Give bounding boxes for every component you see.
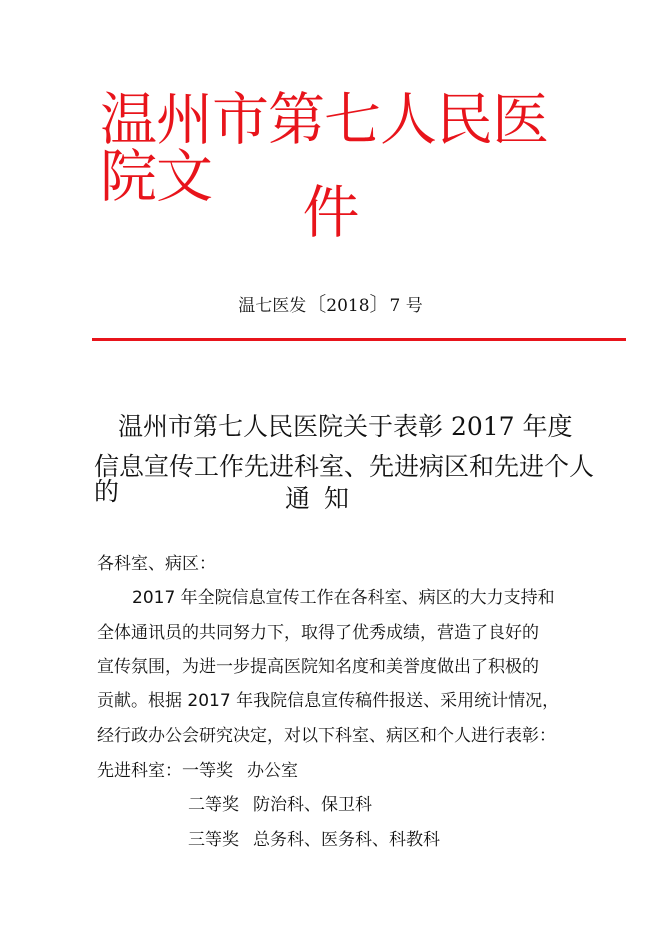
award-level: 一等奖: [182, 761, 233, 781]
letterhead-title-line2: 件: [302, 180, 359, 246]
award-winners: 办公室: [247, 761, 298, 781]
notice-title-line2: 信息宣传工作先进科室、先进病区和先进个人的: [94, 452, 595, 506]
award-row: [97, 763, 298, 780]
body-line: 宣传氛围，为进一步提高医院知名度和美誉度做出了积极的: [97, 657, 539, 677]
award-level: 三等奖: [188, 830, 239, 850]
notice-title-line1: 温州市第七人民医院关于表彰 2017 年度: [118, 412, 573, 441]
award-winners: 总务科、医务科、科教科: [253, 830, 440, 850]
letterhead-title-line1: 温州市第七人民医院文: [100, 87, 548, 210]
doc-number-open-bracket: 〔: [306, 292, 327, 316]
doc-number-value: 7: [389, 296, 401, 316]
doc-number-close-bracket: 〕: [369, 292, 390, 316]
body-line: 经行政办公会研究决定，对以下科室、病区和个人进行表彰：: [97, 726, 556, 746]
award-row: [188, 832, 440, 849]
red-divider-line: [92, 338, 626, 341]
doc-number-suffix: 号: [405, 296, 423, 316]
award-row: [188, 797, 372, 814]
doc-number-year: 2018: [326, 296, 370, 316]
doc-number-prefix: 温七医发: [238, 296, 307, 316]
body-line: 2017 年全院信息宣传工作在各科室、病区的大力支持和: [132, 588, 555, 608]
award-category: 先进科室：: [97, 761, 182, 781]
award-winners: 防治科、保卫科: [253, 795, 372, 815]
salutation: 各科室、病区：: [97, 554, 216, 574]
document-number: [0, 288, 661, 317]
body-line: 全体通讯员的共同努力下，取得了优秀成绩，营造了良好的: [97, 623, 539, 643]
award-level: 二等奖: [188, 795, 239, 815]
body-line: 贡献。根据 2017 年我院信息宣传稿件报送、采用统计情况，: [97, 691, 560, 711]
notice-title-line3: 通知: [285, 484, 364, 513]
